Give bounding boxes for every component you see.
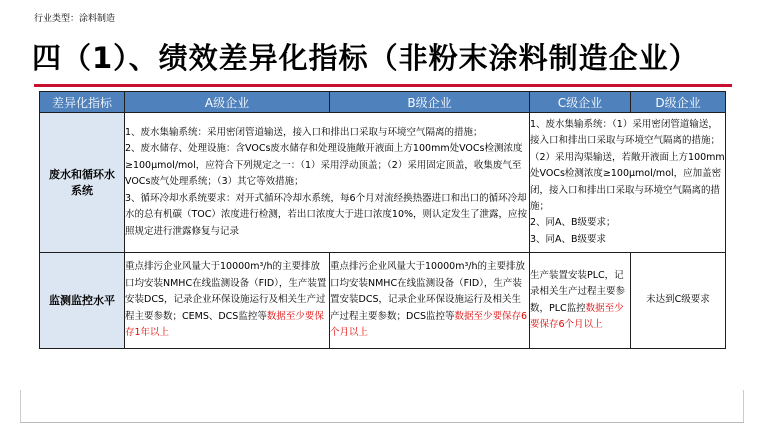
cell-text: 重点排污企业风量大于10000m³/h的主要排放口均安装NMHC在线监测设备（FID），生产装置安装DCS，记录企业环保设施运行及相关生产过程主要参数；DCS监控等	[330, 261, 526, 322]
cell-d-monitoring: 未达到C级要求	[631, 253, 726, 349]
row-label-line: 系统	[71, 183, 93, 197]
cell-text: 1、废水集输系统：（1）采用密闭管道输送，接入口和排出口采取与环境空气隔离的措施；（2）采用沟渠输送，若敞开液面上方100mm处VOCs检测浓度≥100μmol/mol，应加盖密闭，接入口和排出口采取与环境空气隔离的措施； 2、同A、B级要求； 3、同A、B级要求	[530, 118, 725, 245]
page-title: 四（1）、绩效差异化指标（非粉末涂料制造企业）	[32, 41, 699, 75]
table-header-row	[40, 92, 726, 113]
cell-text: 重点排污企业风量大于10000m³/h的主要排放口均安装NMHC在线监测设备（FID），生产装置安装DCS，记录企业环保设施运行及相关生产过程主要参数；CEMS、DCS监控等	[125, 261, 327, 322]
cell-c-monitoring	[530, 253, 631, 349]
cell-text: 生产装置安装PLC，记录相关生产过程主要参数，PLC监控	[530, 269, 626, 314]
col-header-indicator: 差异化指标	[40, 92, 125, 113]
cell-ab-wastewater	[125, 113, 530, 253]
performance-indicator-table	[39, 91, 726, 349]
cell-b-monitoring	[330, 253, 530, 349]
industry-type-label: 行业类型：涂料制造	[34, 14, 116, 24]
table-row	[40, 113, 726, 253]
frame-bottom-line	[20, 422, 744, 423]
retention-highlight: 数据至少要保存6个月以上	[330, 310, 528, 339]
frame-left-line	[20, 390, 21, 422]
col-header-grade-c: C级企业	[530, 92, 631, 113]
frame-right-line	[743, 390, 744, 422]
retention-highlight: 数据至少要保存1年以上	[125, 310, 324, 339]
cell-a-monitoring	[125, 253, 330, 349]
col-header-grade-d: D级企业	[631, 92, 726, 113]
col-header-grade-b: B级企业	[330, 92, 530, 113]
cell-text: 1、废水集输系统：采用密闭管道输送，接入口和排出口采取与环境空气隔离的措施； 2、废水储存、处理设施：含VOCs废水储存和处理设施敞开液面上方100mm处VOCs检测浓度≥100μmol/mol，应符合下列规定之一：（1）采用浮动顶盖；（2）采用固定顶盖，收集废气至VOCs废气处理系统；（3）其它等效措施； 3、循环冷却水系统要求：对开式循环冷却水系统，每6个月对流经换热器进口和出口的循环冷却水的总有机碳（TOC）浓度进行检测，若出口浓度大于进口浓度10%，则认定发生了泄露，应按照规定进行泄露修复与记录	[125, 127, 528, 237]
title-divider	[34, 84, 732, 87]
col-header-grade-a: A级企业	[125, 92, 330, 113]
row-label-line: 废水和循环水	[49, 167, 115, 181]
retention-highlight: 数据至少要保存6个月以上	[530, 302, 624, 330]
row-label-wastewater	[40, 113, 125, 253]
cell-cd-wastewater	[530, 113, 726, 253]
row-label-monitoring: 监测监控水平	[40, 253, 125, 349]
table-row	[40, 253, 726, 349]
